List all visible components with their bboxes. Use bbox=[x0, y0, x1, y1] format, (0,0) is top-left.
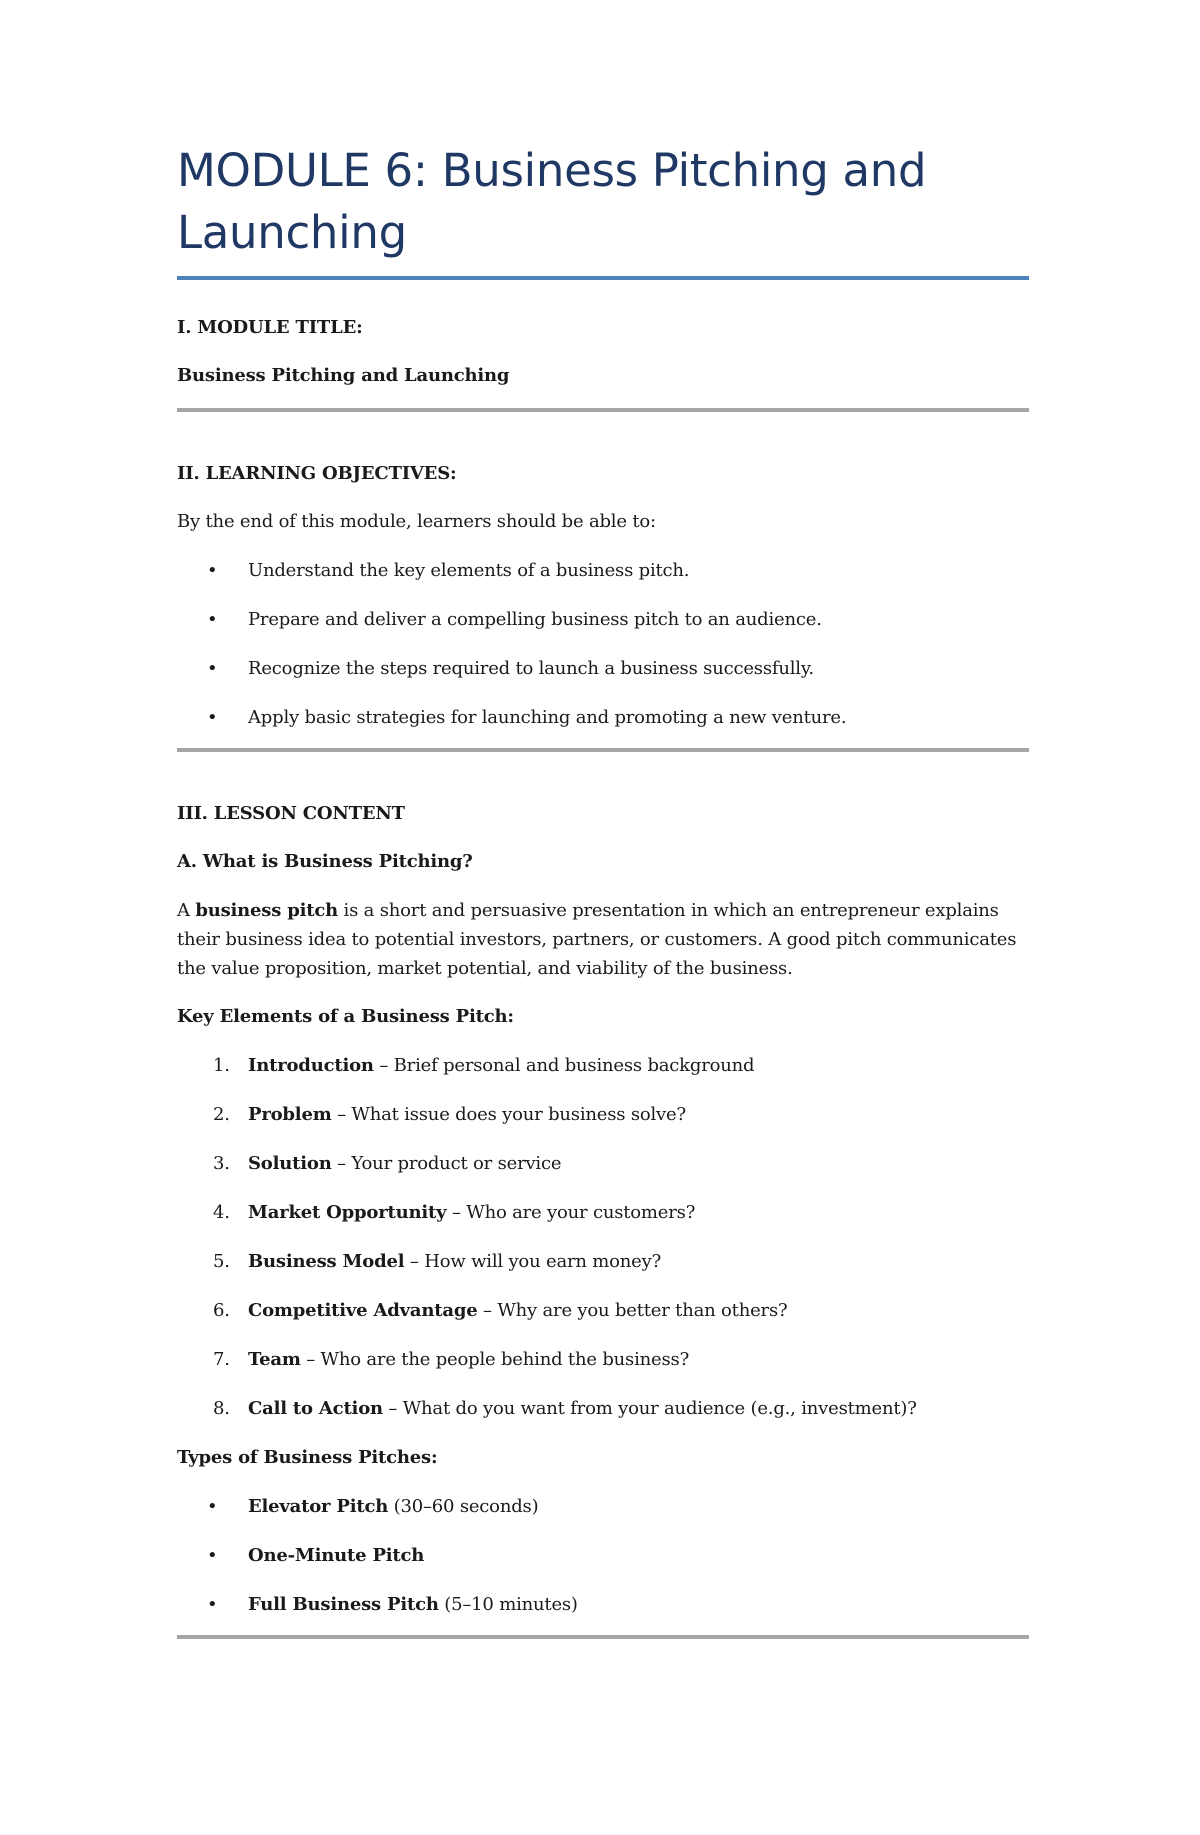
list-item: • Recognize the steps required to launch a business successfully. bbox=[177, 654, 1029, 683]
document-page bbox=[177, 140, 1029, 1639]
bullet-icon: • bbox=[207, 609, 218, 630]
bullet-icon: • bbox=[207, 1594, 218, 1615]
list-item: 1. Introduction – Brief personal and business background bbox=[213, 1055, 755, 1076]
list-item: 2. Problem – What issue does your business solve? bbox=[213, 1104, 686, 1125]
section1-heading: I. MODULE TITLE: bbox=[177, 317, 363, 338]
key-elements-list bbox=[177, 1051, 1029, 1423]
list-item: • Elevator Pitch (30–60 seconds) bbox=[177, 1492, 1029, 1521]
list-item: 8. Call to Action – What do you want from your audience (e.g., investment)? bbox=[213, 1398, 917, 1419]
section-divider bbox=[177, 408, 1029, 412]
page-title: MODULE 6: Business Pitching and Launching bbox=[177, 144, 927, 259]
title-underline bbox=[177, 276, 1029, 280]
bullet-icon: • bbox=[207, 707, 218, 728]
module-title-value: Business Pitching and Launching bbox=[177, 365, 510, 386]
bullet-icon: • bbox=[207, 658, 218, 679]
section-divider bbox=[177, 1635, 1029, 1639]
list-item: 7. Team – Who are the people behind the business? bbox=[213, 1349, 690, 1370]
list-item: 6. Competitive Advantage – Why are you better than others? bbox=[213, 1300, 788, 1321]
bullet-icon: • bbox=[207, 1545, 218, 1566]
bullet-icon: • bbox=[207, 1496, 218, 1517]
list-item: 3. Solution – Your product or service bbox=[213, 1153, 562, 1174]
section2-heading: II. LEARNING OBJECTIVES: bbox=[177, 463, 457, 484]
pitch-types-list bbox=[177, 1492, 1029, 1619]
list-item: • Apply basic strategies for launching and promoting a new venture. bbox=[177, 703, 1029, 732]
key-elements-heading: Key Elements of a Business Pitch: bbox=[177, 1006, 514, 1027]
pitch-types-heading: Types of Business Pitches: bbox=[177, 1447, 438, 1468]
list-item: 4. Market Opportunity – Who are your customers? bbox=[213, 1202, 696, 1223]
business-pitch-definition: A business pitch is a short and persuasive presentation in which an entrepreneur explains their business idea to potential investors, partners, or customers. A good pitch communicates the value proposition, market potential, and viability of the business. bbox=[177, 900, 1017, 979]
list-item: • One-Minute Pitch bbox=[177, 1541, 1029, 1570]
list-item: • Understand the key elements of a business pitch. bbox=[177, 556, 1029, 585]
bullet-icon: • bbox=[207, 560, 218, 581]
section-divider bbox=[177, 748, 1029, 752]
list-item: 5. Business Model – How will you earn money? bbox=[213, 1251, 662, 1272]
section3-heading: III. LESSON CONTENT bbox=[177, 803, 405, 824]
list-item: • Prepare and deliver a compelling business pitch to an audience. bbox=[177, 605, 1029, 634]
objectives-list bbox=[177, 556, 1029, 732]
list-item: • Full Business Pitch (5–10 minutes) bbox=[177, 1590, 1029, 1619]
subsection-a-heading: A. What is Business Pitching? bbox=[177, 851, 473, 872]
objectives-intro: By the end of this module, learners should be able to: bbox=[177, 511, 656, 532]
